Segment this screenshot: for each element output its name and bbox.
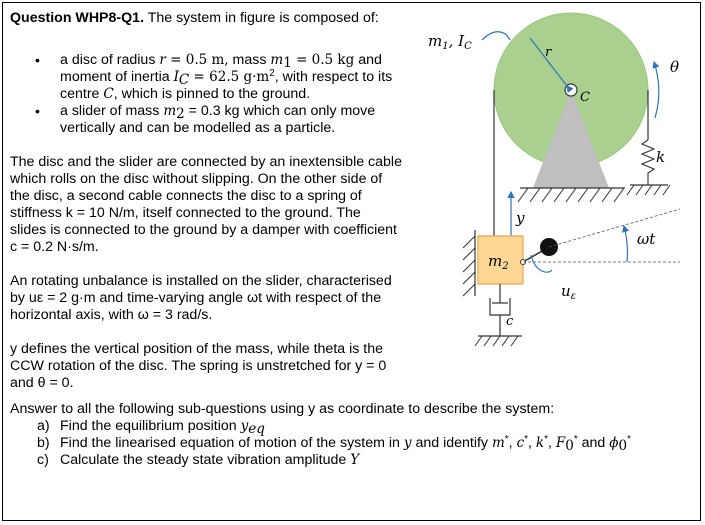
radius-label: r <box>545 45 552 60</box>
theta-label: θ <box>670 58 680 76</box>
y-label: y <box>516 209 525 227</box>
para2-line-2: by uε = 2 g·m and time-varying angle ωt with respect of the <box>10 290 382 306</box>
bullet-2-line-1: a slider of mass $m_2 = 0.3$ kg which can only move <box>60 103 376 122</box>
para2-line-3: horizontal axis, with ω = 3 rad/s. <box>10 307 213 323</box>
spring-ground-hatch <box>627 185 670 195</box>
question-id: Question WHP8-Q1. <box>10 10 145 26</box>
angle-reference <box>549 209 680 247</box>
bullet-1-line-2: moment of inertia $I_C = 62.5$ $g\cdot m^2$, with respect to its <box>60 68 393 88</box>
u-eps-leader <box>531 255 552 272</box>
u-eps-label: $u_\varepsilon$ <box>561 282 577 302</box>
m1-ic-label: $m_1$, $I_C$ <box>428 32 472 52</box>
guide-wall-hatch <box>463 236 475 296</box>
para1-line-4: stiffness k = 10 N/m, itself connected to the ground. The <box>10 205 361 221</box>
para1-line-3: the disc, a second cable connects the disc to a spring of <box>10 188 362 204</box>
para1-line-6: c = 0.2 N·s/m. <box>10 239 99 255</box>
para3-line-2: CCW rotation of the disc. The spring is unstretched for y = 0 <box>10 358 387 374</box>
bullet-dot: • <box>35 103 40 119</box>
bullet-1-text-3b: , which is pinned to the ground. <box>113 86 311 102</box>
spring <box>642 140 654 185</box>
subq-b-text: Find the linearised equation of motion of the system in <box>60 435 400 451</box>
bullet-1-text-2: moment of inertia <box>60 69 170 85</box>
para1-line-1: The disc and the slider are connected by an inextensible cable <box>10 154 402 170</box>
bullet-dot: • <box>35 52 40 68</box>
subq-a-text: Find the equilibrium position <box>60 418 237 434</box>
subq-b-text2: and identify <box>415 435 489 451</box>
para1-line-2: which rolls on the disc without slipping. On the other side of <box>10 171 383 187</box>
subq-a-label: a) <box>37 418 50 434</box>
bullet-2-text: a slider of mass <box>60 103 160 119</box>
bullet-1-text-3: centre <box>60 86 100 102</box>
bullet-2-text-2: vertically and can be modelled as a particle. <box>60 120 336 136</box>
subq-c-text: Calculate the steady state vibration amplitude <box>60 452 347 468</box>
theta-arrow <box>654 62 659 118</box>
omega-t-label: ωt <box>637 230 656 248</box>
instructions: Answer to all the following sub-questions using y as coordinate to describe the system: <box>10 401 555 417</box>
disc-ground-hatch <box>518 188 624 202</box>
spring-label: k <box>656 148 666 166</box>
subq-b-label: b) <box>37 435 50 451</box>
damper-ground-hatch <box>475 336 518 346</box>
question-header <box>10 10 379 27</box>
disc-centre-label: C <box>580 90 590 105</box>
bullet-2-text-b: = 0.3 kg which can only move <box>184 103 376 119</box>
damper-label: c <box>506 314 514 329</box>
para3-line-1: y defines the vertical position of the mass, while theta is the <box>10 341 384 357</box>
bullet-1-line-1: a disc of radius r = 0.5 m, mass $m_1 = 0.5$ kg and <box>60 52 382 71</box>
m1-ic-leader <box>482 32 510 40</box>
question-intro: The system in figure is composed of: <box>147 10 379 26</box>
subq-a: Find the equilibrium position $y_{eq}$ <box>60 418 265 437</box>
system-diagram <box>405 4 701 369</box>
para2-line-1: An rotating unbalance is installed on the slider, characterised <box>10 273 392 289</box>
bullet-1-text: a disc of radius <box>60 52 156 68</box>
omega-t-arrow <box>624 226 627 262</box>
para1-line-5: slides is connected to the ground by a damper with coefficient <box>10 222 397 238</box>
bullet-2-line-2 <box>60 120 335 137</box>
bullet-1-line-3: centre C, which is pinned to the ground. <box>60 86 311 102</box>
subq-c-label: c) <box>37 452 49 468</box>
subq-c: Calculate the steady state vibration amplitude Y <box>60 452 360 468</box>
subq-b: Find the linearised equation of motion of the system in y and identify m*, c*, k*, $F_0^*$ and $\phi_0^*$ <box>60 434 631 454</box>
slider-label: $m_2$ <box>488 252 509 272</box>
para3-line-3: and θ = 0. <box>10 375 74 391</box>
